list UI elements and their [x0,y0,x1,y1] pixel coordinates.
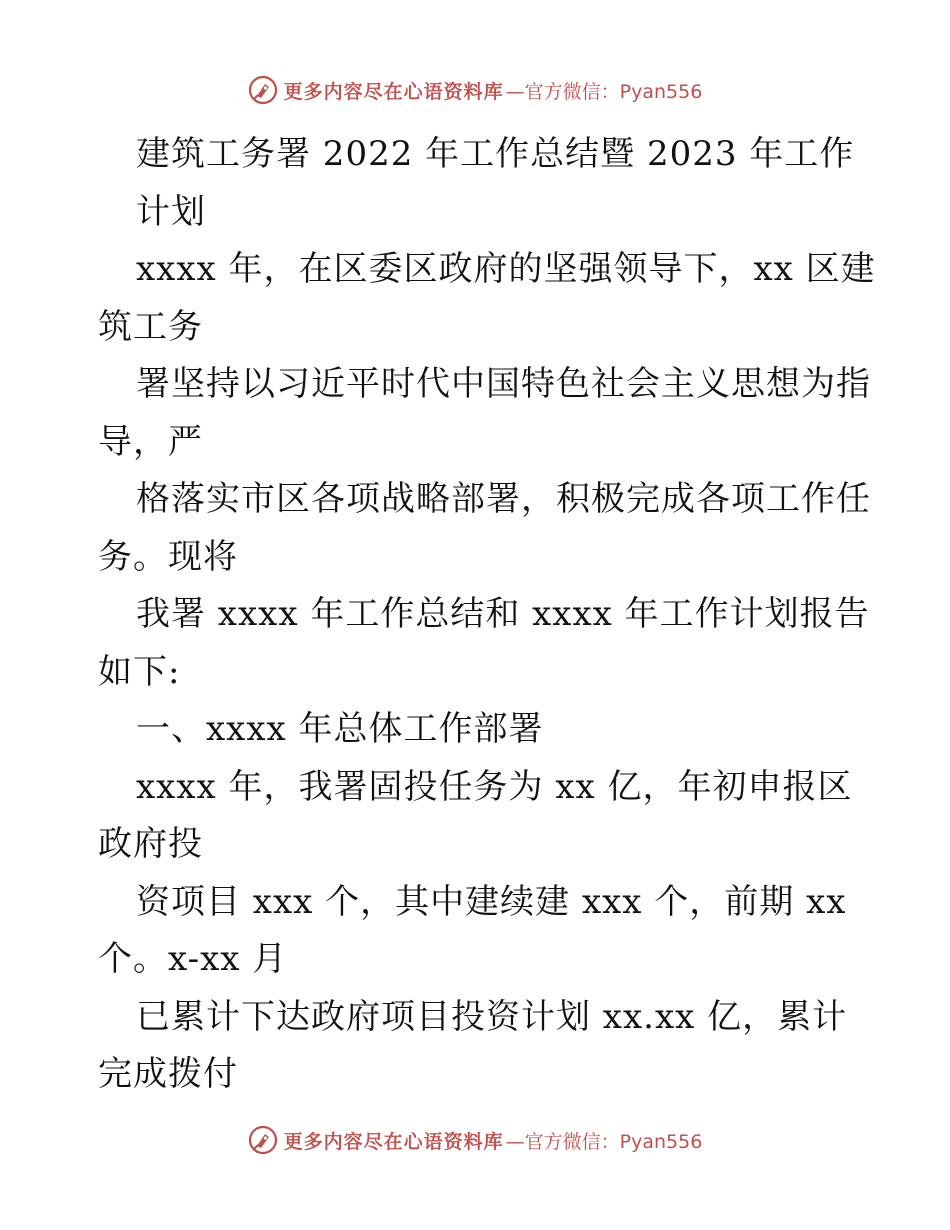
paragraph-line: 我署 xxxx 年工作总结和 xxxx 年工作计划报告 [136,594,870,634]
paragraph-line: 完成拨付 [98,1054,238,1094]
watermark-brand: 更多内容尽在心语资料库 [283,80,504,103]
watermark-contact: —官方微信：Pyan556 [505,1130,703,1153]
watermark-brand: 更多内容尽在心语资料库 [283,1130,504,1153]
paragraph-line: 务。现将 [98,536,238,577]
paragraph-line: 导，严 [98,421,203,462]
watermark-footer [0,1120,950,1160]
section-heading: 一、xxxx 年总体工作部署 [136,709,544,749]
document-body [98,126,876,1104]
pen-nib-logo-icon [248,1125,278,1155]
paragraph-line: 资项目 xxx 个，其中建续建 xxx 个，前期 xx [136,881,847,922]
paragraph-line: 署坚持以习近平时代中国特色社会主义思想为指 [136,364,871,404]
title-line-2: 计划 [136,191,206,232]
paragraph-line: 格落实市区各项战略部署，积极完成各项工作任 [136,479,871,519]
paragraph-line: xxxx 年，我署固投任务为 xx 亿，年初申报区 [136,766,853,807]
paragraph-line: xxxx 年，在区委区政府的坚强领导下，xx 区建 [136,249,876,289]
watermark-contact: —官方微信：Pyan556 [505,80,703,103]
paragraph-line: 个。x-xx 月 [98,939,288,979]
paragraph-line: 已累计下达政府项目投资计划 xx.xx 亿，累计 [136,996,848,1037]
paragraph-line: 如下: [98,651,181,692]
title-line-1: 建筑工务署 2022 年工作总结暨 2023 年工作 [136,134,855,174]
pen-nib-logo-icon [248,75,278,105]
paragraph-line: 政府投 [98,824,203,864]
paragraph-line: 筑工务 [98,306,203,347]
watermark-header [0,70,950,110]
